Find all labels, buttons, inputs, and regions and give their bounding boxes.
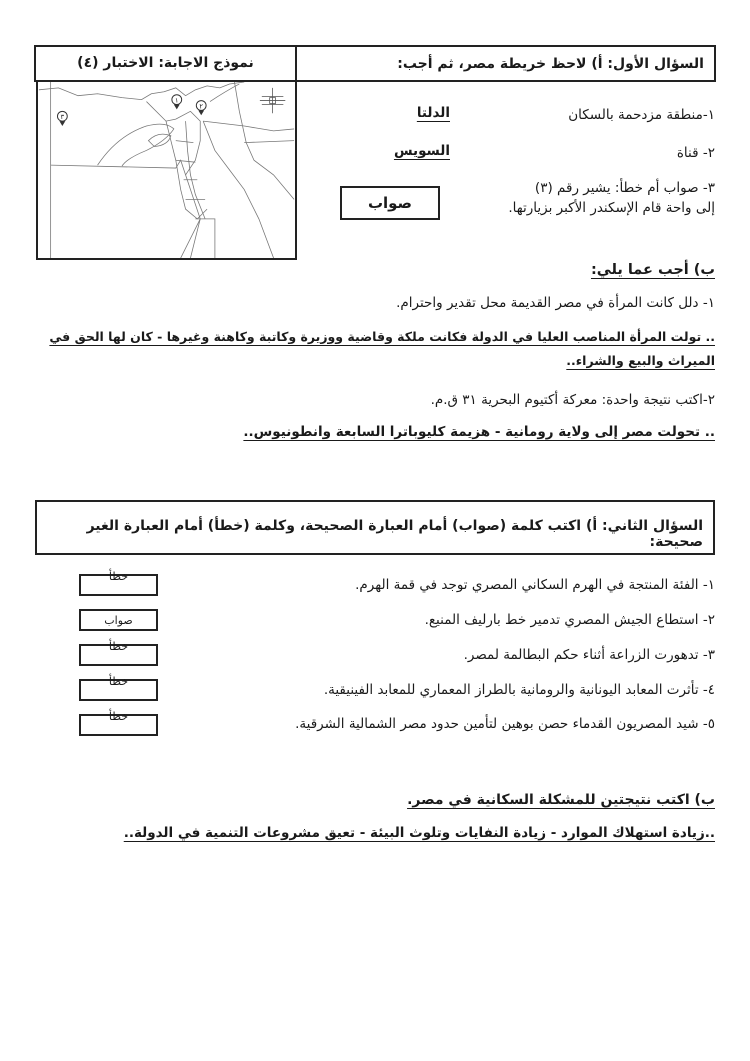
q2-part-b-answer: ..زيادة استهلاك الموارد - زيادة النفايات وتلوث البيئة - تعيق مشروعات التنمية في الدولة..	[123, 825, 715, 841]
q1-b-question-2: ٢-اكتب نتيجة واحدة: معركة أكتيوم البحرية ٣١ ق.م.	[430, 392, 715, 408]
svg-text:٣: ٣	[60, 113, 65, 122]
map-sinai-line	[210, 84, 239, 102]
map-sinai	[203, 82, 294, 199]
map-governorate-line	[51, 160, 186, 175]
q1-item-2-text: ٢- قناة	[676, 145, 715, 161]
q2-item-4-text: ٤- تأثرت المعابد اليونانية والرومانية بالطراز المعماري للمعابد الفينيقية.	[323, 682, 715, 698]
map-governorate-line	[181, 219, 201, 258]
q2-item-5-answer: خطأ	[108, 710, 129, 723]
q1-item-1-text: ١-منطقة مزدحمة بالسكان	[568, 107, 715, 123]
q1-b-question-1: ١- دلل كانت المرأة في مصر القديمة محل تقدير واحترام.	[396, 295, 715, 311]
q2-item-1-answer-box	[79, 570, 158, 596]
q2-item-2-answer: صواب	[104, 614, 133, 627]
q2-item-4-answer-box	[79, 675, 158, 701]
answer-model-title: نموذج الاجابة: الاختبار (٤)	[77, 55, 254, 71]
map-governorate-line	[244, 141, 294, 143]
map-marker-2	[196, 101, 206, 116]
q2-item-1-answer: خطأ	[108, 570, 129, 583]
q1-item-3-answer: صواب	[367, 194, 413, 212]
svg-text:١: ١	[174, 96, 179, 105]
q2-item-5-answer-box	[79, 710, 158, 736]
q2-item-2-answer-box	[79, 609, 158, 631]
compass-rose-icon	[260, 88, 285, 113]
egypt-map-drawing	[38, 82, 295, 258]
q2-part-b-heading: ب) اكتب نتيجتين للمشكلة السكانية في مصر.	[407, 792, 715, 808]
question-1-title: السؤال الأول: أ) لاحظ خريطة مصر، ثم أجب:	[397, 56, 704, 72]
q2-item-2-text: ٢- استطاع الجيش المصري تدمير خط بارليف المنيع.	[424, 612, 715, 628]
question-2-title: السؤال الثاني: أ) اكتب كلمة (صواب) أمام العبارة الصحيحة، وكلمة (خطأ) أمام العبارة الغير صحيحة:	[86, 518, 703, 550]
q1-b-answer-1-line2: الميراث والبيع والشراء..	[566, 353, 715, 368]
map-marker-1	[172, 95, 182, 110]
q2-item-4-answer: خطأ	[108, 675, 129, 688]
egypt-map	[36, 80, 297, 260]
q2-item-3-answer: خطأ	[108, 640, 129, 653]
q1-b-answer-2: .. تحولت مصر إلى ولاية رومانية - هزيمة كليوباترا السابعة وانطونيوس..	[243, 424, 715, 440]
q1-b-answer-1-line1: .. تولت المرأة المناصب العليا في الدولة فكانت ملكة وقاضية ووزيرة وكاتبة وكاهنة وغيرها - كان لها الحق في	[49, 329, 715, 344]
q2-item-1-text: ١- الفئة المنتجة في الهرم السكاني المصري توجد في قمة الهرم.	[355, 577, 715, 593]
q2-item-5-text: ٥- شيد المصريون القدماء حصن بوهين لتأمين حدود مصر الشمالية الشرقية.	[295, 716, 715, 732]
q1-item-3-text-line1: ٣- صواب أم خطأ: يشير رقم (٣)	[534, 180, 715, 196]
answer-model-box	[34, 45, 297, 82]
q1-item-3-text-line2: إلى واحة قام الإسكندر الأكبر بزيارتها.	[508, 200, 715, 216]
q1-item-1-answer: الدلتا	[416, 105, 450, 121]
q2-item-3-answer-box	[79, 640, 158, 666]
svg-text:٢: ٢	[199, 102, 204, 111]
q2-item-3-text: ٣- تدهورت الزراعة أثناء حكم البطالمة لمصر.	[463, 647, 715, 663]
map-coastline	[39, 82, 244, 100]
q1-item-2-answer: السويس	[393, 143, 450, 159]
q1-part-b-heading: ب) أجب عما يلي:	[590, 262, 715, 278]
question-2-header-box	[35, 500, 715, 555]
map-marker-3	[57, 111, 67, 126]
q1-item-3-answer-box	[340, 186, 440, 220]
map-governorate-line	[176, 141, 215, 258]
